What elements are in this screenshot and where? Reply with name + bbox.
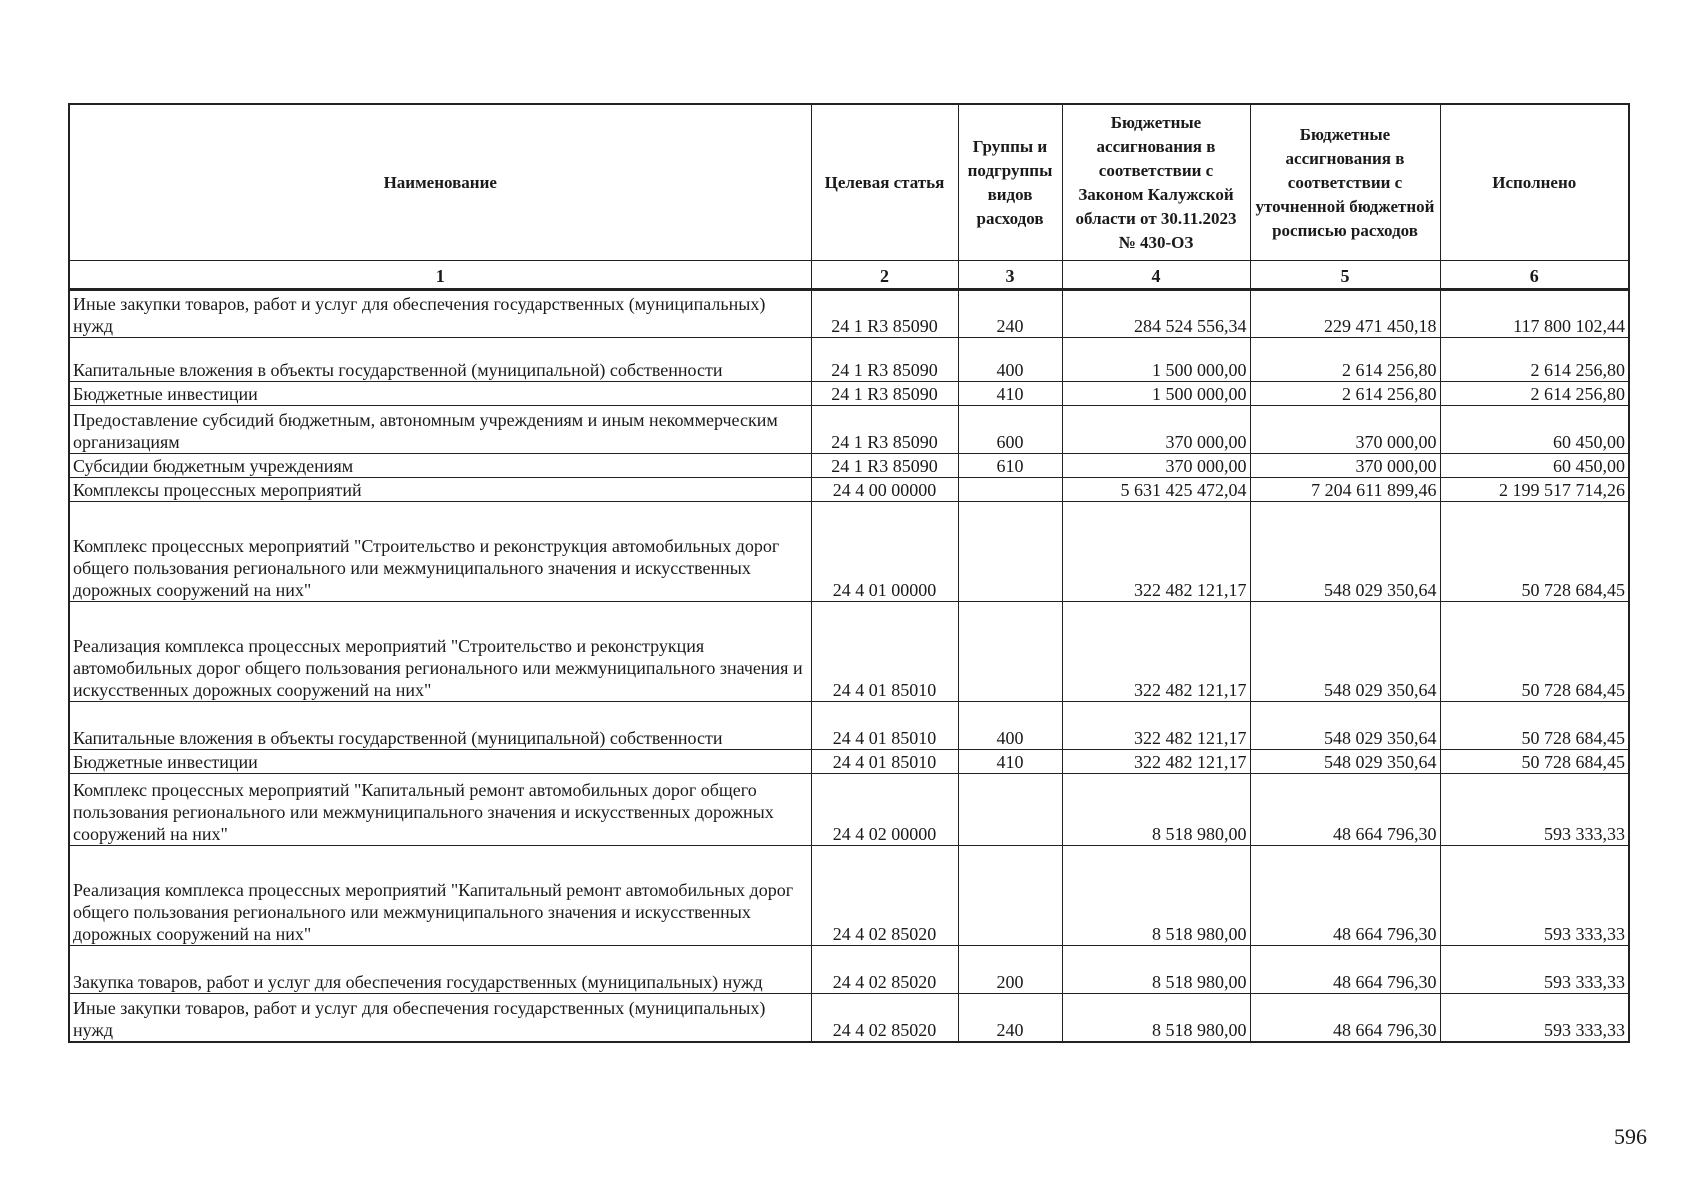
row-target-article: 24 1 R3 85090 [811,338,958,382]
row-name: Капитальные вложения в объекты государственной (муниципальной) собственности [69,702,811,750]
table-row [69,502,1629,602]
row-law-allocation: 1 500 000,00 [1062,338,1250,382]
row-target-article: 24 1 R3 85090 [811,382,958,406]
row-name: Субсидии бюджетным учреждениям [69,454,811,478]
row-expense-group: 600 [958,406,1062,454]
header-law-allocations: Бюджетные ассигнования в соответствии с Законом Калужской области от 30.11.2023 № 430-ОЗ [1062,104,1250,261]
row-refined-allocation: 48 664 796,30 [1250,846,1440,946]
row-refined-allocation: 2 614 256,80 [1250,382,1440,406]
row-law-allocation: 8 518 980,00 [1062,946,1250,994]
row-refined-allocation: 48 664 796,30 [1250,994,1440,1042]
table-row [69,602,1629,702]
row-name: Комплекс процессных мероприятий "Строительство и реконструкция автомобильных дорог общего пользования регионального или межмуниципального значения и искусственных дорожных сооружений на них" [69,502,811,602]
row-executed: 2 614 256,80 [1440,338,1629,382]
column-number: 6 [1440,261,1629,290]
row-target-article: 24 4 01 85010 [811,750,958,774]
column-number: 1 [69,261,811,290]
row-target-article: 24 4 01 00000 [811,502,958,602]
row-refined-allocation: 370 000,00 [1250,406,1440,454]
column-number: 5 [1250,261,1440,290]
header-name: Наименование [69,104,811,261]
row-executed: 117 800 102,44 [1440,290,1629,338]
row-expense-group [958,602,1062,702]
row-target-article: 24 4 02 85020 [811,946,958,994]
column-number: 3 [958,261,1062,290]
row-law-allocation: 8 518 980,00 [1062,846,1250,946]
header-refined-allocations: Бюджетные ассигнования в соответствии с уточненной бюджетной росписью расходов [1250,104,1440,261]
row-target-article: 24 4 00 00000 [811,478,958,502]
row-name: Комплекс процессных мероприятий "Капитальный ремонт автомобильных дорог общего пользования регионального или межмуниципального значения и искусственных дорожных сооружений на них" [69,774,811,846]
row-expense-group [958,774,1062,846]
row-name: Реализация комплекса процессных мероприятий "Строительство и реконструкция автомобильных дорог общего пользования регионального или межмуниципального значения и искусственных дорожных сооружений на них" [69,602,811,702]
row-name: Бюджетные инвестиции [69,750,811,774]
row-name: Иные закупки товаров, работ и услуг для обеспечения государственных (муниципальных) нужд [69,290,811,338]
row-expense-group: 610 [958,454,1062,478]
row-law-allocation: 1 500 000,00 [1062,382,1250,406]
column-number: 4 [1062,261,1250,290]
row-law-allocation: 5 631 425 472,04 [1062,478,1250,502]
row-refined-allocation: 548 029 350,64 [1250,502,1440,602]
row-refined-allocation: 229 471 450,18 [1250,290,1440,338]
column-number-row [69,261,1629,290]
row-target-article: 24 1 R3 85090 [811,290,958,338]
table-header-row [69,104,1629,261]
row-executed: 593 333,33 [1440,946,1629,994]
row-executed: 2 614 256,80 [1440,382,1629,406]
row-name: Реализация комплекса процессных мероприятий "Капитальный ремонт автомобильных дорог общего пользования регионального или межмуниципального значения и искусственных дорожных сооружений на них" [69,846,811,946]
table-row [69,454,1629,478]
row-expense-group [958,502,1062,602]
header-target-article: Целевая статья [811,104,958,261]
row-law-allocation: 8 518 980,00 [1062,994,1250,1042]
page-number: 596 [1614,1124,1647,1149]
row-refined-allocation: 548 029 350,64 [1250,702,1440,750]
row-name: Комплексы процессных мероприятий [69,478,811,502]
table-row [69,338,1629,382]
table-row [69,946,1629,994]
row-executed: 50 728 684,45 [1440,750,1629,774]
row-executed: 593 333,33 [1440,774,1629,846]
row-law-allocation: 370 000,00 [1062,454,1250,478]
table-row [69,750,1629,774]
row-refined-allocation: 48 664 796,30 [1250,946,1440,994]
row-target-article: 24 4 02 00000 [811,774,958,846]
row-refined-allocation: 370 000,00 [1250,454,1440,478]
row-expense-group [958,846,1062,946]
row-expense-group: 410 [958,382,1062,406]
row-name: Предоставление субсидий бюджетным, автономным учреждениям и иным некоммерческим организациям [69,406,811,454]
row-law-allocation: 370 000,00 [1062,406,1250,454]
row-expense-group: 240 [958,290,1062,338]
row-name: Бюджетные инвестиции [69,382,811,406]
header-expense-groups: Группы и подгруппы видов расходов [958,104,1062,261]
row-law-allocation: 322 482 121,17 [1062,502,1250,602]
row-law-allocation: 284 524 556,34 [1062,290,1250,338]
table-row [69,290,1629,338]
row-target-article: 24 4 01 85010 [811,602,958,702]
row-executed: 50 728 684,45 [1440,602,1629,702]
row-target-article: 24 4 01 85010 [811,702,958,750]
table-row [69,406,1629,454]
row-refined-allocation: 7 204 611 899,46 [1250,478,1440,502]
table-row [69,994,1629,1042]
table-row [69,846,1629,946]
table-row [69,774,1629,846]
row-law-allocation: 322 482 121,17 [1062,702,1250,750]
budget-table [68,103,1630,1043]
row-executed: 60 450,00 [1440,454,1629,478]
row-executed: 60 450,00 [1440,406,1629,454]
row-name: Закупка товаров, работ и услуг для обеспечения государственных (муниципальных) нужд [69,946,811,994]
row-law-allocation: 322 482 121,17 [1062,750,1250,774]
row-expense-group: 410 [958,750,1062,774]
row-expense-group: 400 [958,338,1062,382]
row-executed: 50 728 684,45 [1440,502,1629,602]
row-target-article: 24 4 02 85020 [811,994,958,1042]
table-row [69,382,1629,406]
row-executed: 593 333,33 [1440,846,1629,946]
row-executed: 593 333,33 [1440,994,1629,1042]
row-expense-group [958,478,1062,502]
row-refined-allocation: 548 029 350,64 [1250,602,1440,702]
row-refined-allocation: 548 029 350,64 [1250,750,1440,774]
row-executed: 2 199 517 714,26 [1440,478,1629,502]
row-law-allocation: 8 518 980,00 [1062,774,1250,846]
row-law-allocation: 322 482 121,17 [1062,602,1250,702]
table-row [69,702,1629,750]
row-expense-group: 400 [958,702,1062,750]
row-executed: 50 728 684,45 [1440,702,1629,750]
row-refined-allocation: 48 664 796,30 [1250,774,1440,846]
row-target-article: 24 1 R3 85090 [811,406,958,454]
header-executed: Исполнено [1440,104,1629,261]
row-target-article: 24 4 02 85020 [811,846,958,946]
row-name: Капитальные вложения в объекты государственной (муниципальной) собственности [69,338,811,382]
table-row [69,478,1629,502]
row-target-article: 24 1 R3 85090 [811,454,958,478]
row-refined-allocation: 2 614 256,80 [1250,338,1440,382]
column-number: 2 [811,261,958,290]
row-expense-group: 240 [958,994,1062,1042]
row-expense-group: 200 [958,946,1062,994]
row-name: Иные закупки товаров, работ и услуг для обеспечения государственных (муниципальных) нужд [69,994,811,1042]
